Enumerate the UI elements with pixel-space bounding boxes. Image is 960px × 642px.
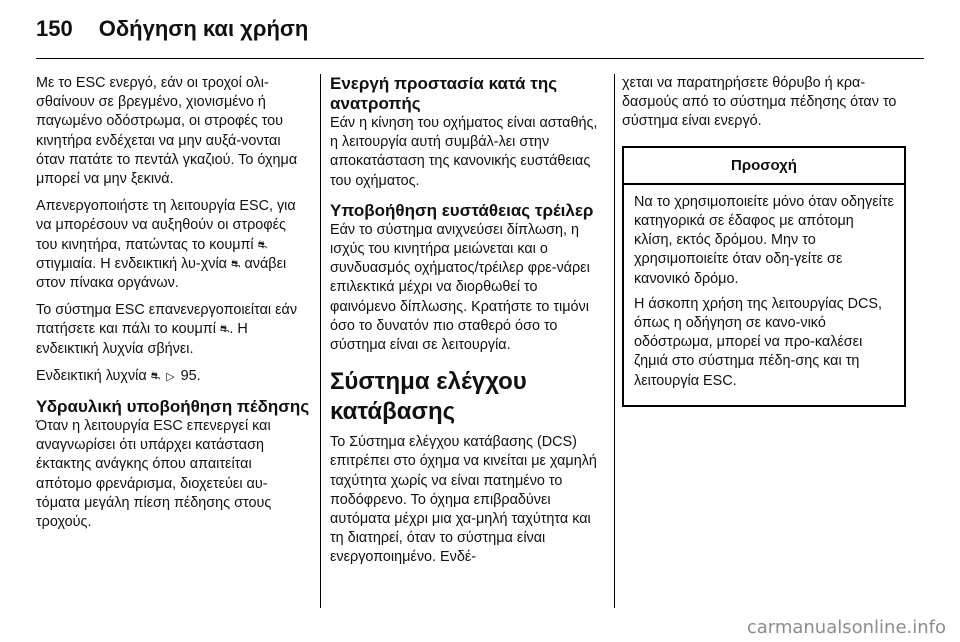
paragraph: Το σύστημα ESC επανενεργοποιείται εάν πατήσετε και πάλι το κουμπί ⛐. Η ενδεικτική λυχνία σβήνει. bbox=[36, 302, 298, 357]
section-heading: Υδραυλική υποβοήθηση πέδησης bbox=[36, 397, 310, 417]
watermark: carmanualsonline.info bbox=[746, 617, 946, 638]
paragraph: Η άσκοπη χρήση της λειτουργίας DCS, όπως η οδήγηση σε κανο-νικό οδόστρωμα, μπορεί να προ-καλέσει ζημιά στο σύστημα πέδη-σης και τη λειτουργία ESC. bbox=[634, 295, 882, 389]
esc-off-icon: ⛐ bbox=[257, 238, 268, 251]
paragraph: Εάν η κίνηση του οχήματος είναι ασταθής, η λειτουργία αυτή συμβάλ-λει στην αποκατάσταση της κανονικής ευστάθειας του οχήματος. bbox=[330, 115, 598, 189]
paragraph: Να το χρησιμοποιείτε μόνο όταν οδηγείτε κατηγορικά σε έδαφος με απότομη κλίση, εκτός δρόμου. Μην το χρησιμοποιείτε όταν οδη-γείτε σε κανονικό δρόμο. bbox=[634, 193, 894, 287]
paragraph: Το Σύστημα ελέγχου κατάβασης (DCS) επιτρέπει στο όχημα να κινείται με χαμηλή ταχύτητα χωρίς να είναι πατημένο το ποδόφρενο. Το όχημα επιβραδύνει αυτόματα μέχρι μια χα-μηλή ταχύτητα και τη διατηρεί, όταν το σύστημα είναι ενεργοποιημένο. Ενδέ- bbox=[330, 434, 597, 566]
section-heading: Υποβοήθηση ευστάθειας τρέιλερ bbox=[330, 200, 594, 220]
esc-off-icon: ⛐ bbox=[150, 369, 161, 382]
paragraph: Ενδεικτική λυχνία ⛐ ▷ 95. bbox=[36, 367, 310, 387]
paragraph: Εάν το σύστημα ανιχνεύσει δίπλωση, η ισχύς του κινητήρα μειώνεται και ο συνδυασμός οχήματος/τρέιλερ φρε-νάρει επιλεκτικά μέχρι να διορθωθεί το φαινόμενο δίπλωσης. Κρατήστε το τιμόνι όσο το δυνατόν πιο σταθερό όσο το σύστημα είναι σε λειτουργία. bbox=[330, 221, 590, 354]
paragraph: Απενεργοποιήστε τη λειτουργία ESC, για να μπορέσουν να αυξηθούν οι στροφές του κινητήρα, πατώντας το κουμπί ⛐ στιγμιαία. Η ενδεικτική λυ-χνία ⛐ ανάβει στον πίνακα οργάνων. bbox=[36, 198, 296, 292]
paragraph: χεται να παρατηρήσετε θόρυβο ή κρα-δασμούς από το σύστημα πέδησης όταν το σύστημα είναι ενεργό. bbox=[622, 75, 897, 130]
caution-box bbox=[622, 146, 906, 407]
page-title: Οδήγηση και χρήση bbox=[98, 16, 309, 41]
caution-title: Προσοχή bbox=[624, 148, 904, 185]
paragraph: Με το ESC ενεργό, εάν οι τροχοί ολι-σθαίνουν σε βρεγμένο, χιονισμένο ή παγωμένο οδόστρωμα, οι στροφές του κινητήρα ενδέχεται να μην αυξά-νονται όταν πατάτε το πεντάλ γκαζιού. Το όχημα μπορεί να μην ξεκινά. bbox=[36, 75, 298, 188]
page-number: 150 bbox=[36, 16, 73, 41]
column-2 bbox=[330, 74, 606, 576]
column-divider bbox=[320, 74, 321, 608]
page-header bbox=[36, 16, 924, 52]
chapter-heading: Σύστημα ελέγχου κατάβασης bbox=[330, 368, 527, 426]
column-divider bbox=[614, 74, 615, 608]
paragraph: Όταν η λειτουργία ESC επενεργεί και αναγνωρίσει ότι υπάρχει κατάσταση έκτακτης ανάγκης όπου απαιτείται απότομο φρενάρισμα, διοχετεύει αυ-τόματα μεγάλη πίεση πέδησης στους τροχούς. bbox=[36, 418, 272, 531]
esc-off-icon: ⛐ bbox=[219, 323, 230, 336]
caution-body bbox=[624, 185, 904, 405]
esc-off-icon: ⛐ bbox=[230, 257, 241, 270]
header-rule bbox=[36, 58, 924, 59]
section-heading: Ενεργή προστασία κατά της ανατροπής bbox=[330, 74, 558, 113]
page-reference-arrow-icon: ▷ bbox=[166, 370, 175, 383]
column-3 bbox=[622, 74, 906, 407]
page-link[interactable]: 95. bbox=[180, 367, 201, 384]
column-1 bbox=[36, 74, 310, 540]
